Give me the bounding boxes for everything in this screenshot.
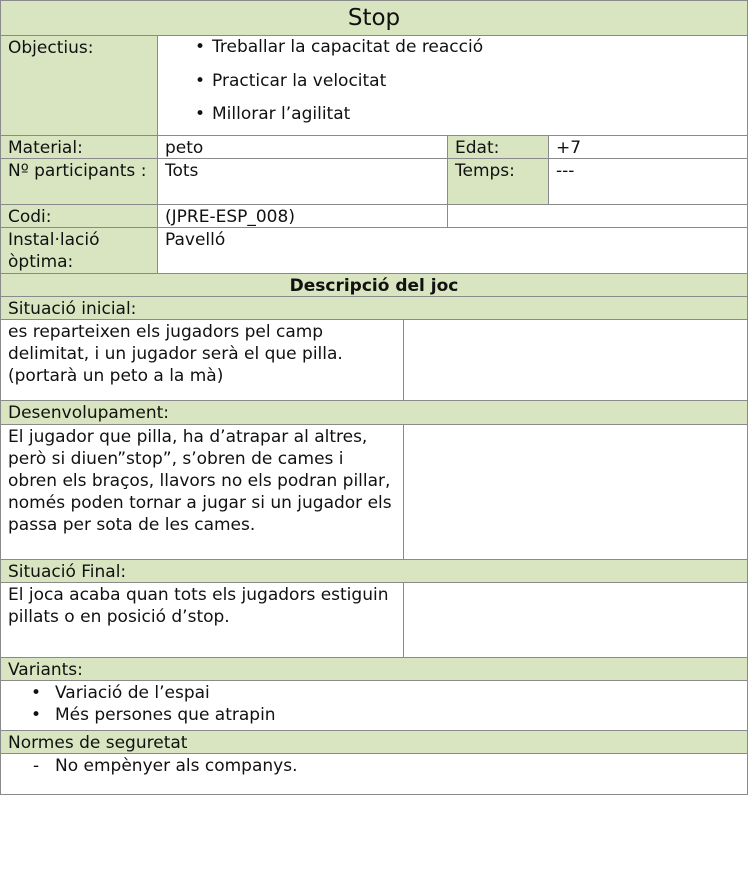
safety-label-row (0, 731, 748, 754)
age-label: Edat: (448, 136, 549, 159)
participants-row (0, 159, 748, 205)
participants-value: Tots (158, 159, 448, 205)
code-value: (JPRE-ESP_008) (158, 205, 448, 228)
variant-item: • Variació de l’espai (1, 682, 740, 704)
objective-item: • Practicar la velocitat (165, 70, 740, 92)
variants-list (1, 681, 747, 731)
code-empty-cell (448, 205, 747, 228)
final-text: El joca acaba quan tots els jugadors estiguin pillats o en posició d’stop. (1, 583, 404, 658)
age-value: +7 (549, 136, 747, 159)
development-text-row (0, 425, 748, 560)
objective-item: • Treballar la capacitat de reacció (165, 36, 740, 58)
initial-text: es reparteixen els jugadors pel camp delimitat, i un jugador serà el que pilla.(portarà un peto a la mà) (1, 320, 404, 401)
safety-label: Normes de seguretat (1, 731, 747, 754)
material-label: Material: (1, 136, 158, 159)
safety-item: - No empènyer als companys. (1, 755, 740, 777)
development-empty-cell (404, 425, 747, 560)
installation-label: Instal·lació òptima: (1, 228, 158, 274)
variant-item: • Més persones que atrapin (1, 704, 740, 726)
code-row (0, 205, 748, 228)
material-row (0, 136, 748, 159)
page-title: Stop (1, 1, 747, 36)
time-value: --- (549, 159, 747, 205)
variants-label: Variants: (1, 658, 747, 681)
description-header-row (0, 274, 748, 297)
final-label-row (0, 560, 748, 583)
title-row (0, 0, 748, 36)
initial-empty-cell (404, 320, 747, 401)
final-text-row (0, 583, 748, 658)
final-empty-cell (404, 583, 747, 658)
development-label: Desenvolupament: (1, 401, 747, 425)
safety-list-row (0, 754, 748, 795)
final-label: Situació Final: (1, 560, 747, 583)
objectives-row (0, 36, 748, 136)
objectives-label: Objectius: (1, 36, 158, 136)
development-label-row (0, 401, 748, 425)
objectives-list (158, 36, 747, 136)
initial-label: Situació inicial: (1, 297, 747, 320)
development-text: El jugador que pilla, ha d’atrapar al altres, però si diuen”stop”, s’obren de cames i obren els braços, llavors no els podran pillar, només poden tornar a jugar si un jugador els passa per sota de les cames. (1, 425, 404, 560)
description-header: Descripció del joc (1, 274, 747, 297)
time-label: Temps: (448, 159, 549, 205)
code-label: Codi: (1, 205, 158, 228)
objective-item: • Millorar l’agilitat (165, 103, 740, 125)
installation-row (0, 228, 748, 274)
material-value: peto (158, 136, 448, 159)
installation-value: Pavelló (158, 228, 747, 274)
variants-list-row (0, 681, 748, 731)
variants-label-row (0, 658, 748, 681)
initial-label-row (0, 297, 748, 320)
initial-text-row (0, 320, 748, 401)
safety-list (1, 754, 747, 795)
participants-label: Nº participants : (1, 159, 158, 205)
